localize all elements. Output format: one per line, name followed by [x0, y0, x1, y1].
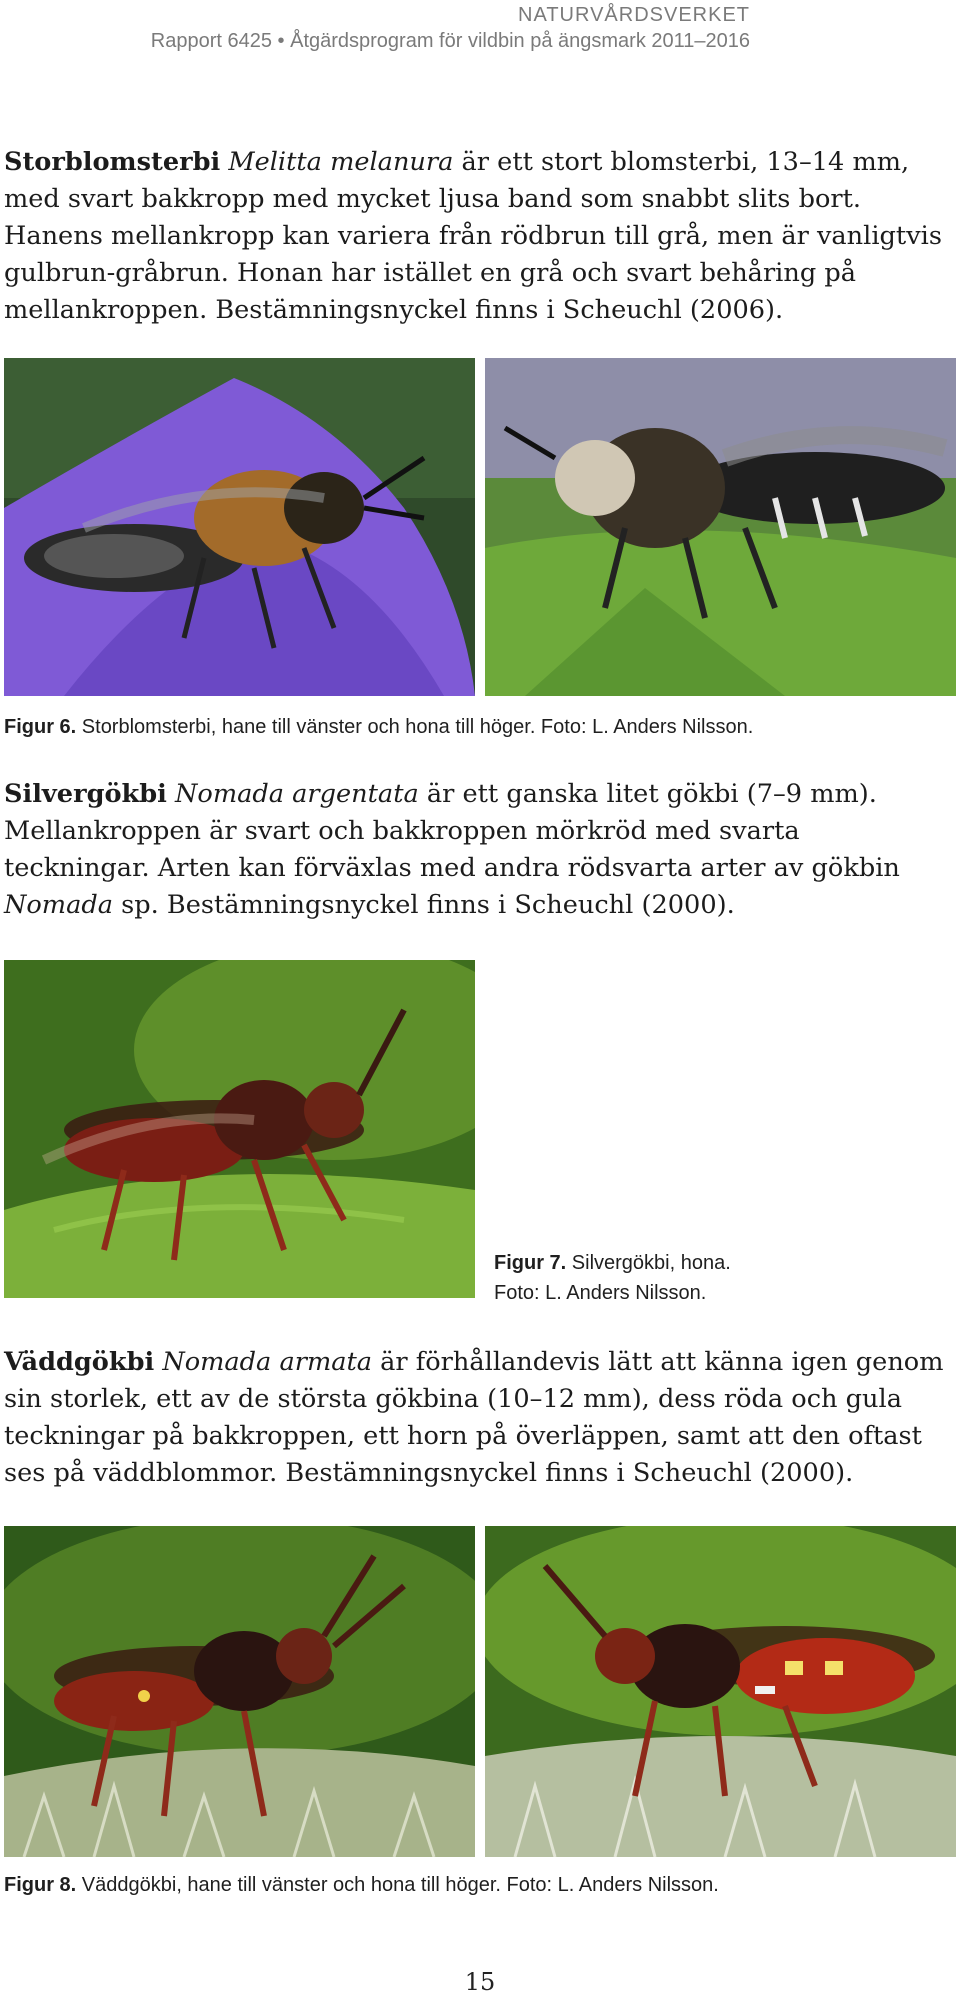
running-header [151, 2, 750, 54]
paragraph-text: sp. Bestämningsnyckel finns i Scheuchl (2000). [112, 890, 735, 920]
species-latin-name: Nomada armata [162, 1347, 373, 1377]
paragraph-silvergokbi [4, 776, 952, 924]
figure-7-caption [494, 1248, 794, 1308]
species-name: Silvergökbi [4, 779, 167, 809]
photo-silvergokbi-female [4, 960, 475, 1298]
header-organization: NATURVÅRDSVERKET [518, 4, 750, 26]
photo-credit: Foto: L. Anders Nilsson. [494, 1282, 707, 1304]
header-report-title: Rapport 6425 • Åtgärdsprogram för vildbin på ängsmark 2011–2016 [150, 30, 750, 52]
paragraph-text: är ett stort blomsterbi, 13–14 mm, med svart bakkropp med mycket ljusa band som snabbt slits bort. Hanens mellankropp kan variera från rödbrun till grå, men är vanligtvis gulbrun-gråbrun. Honan har istället en grå och svart behåring på mellankroppen. Bestämningsnyckel finns i Scheuchl (2006). [4, 147, 942, 325]
photo-storblomsterbi-female [485, 358, 956, 696]
species-name: Storblomsterbi [4, 147, 221, 177]
figure-caption-text: Storblomsterbi, hane till vänster och hona till höger. Foto: L. Anders Nilsson. [76, 716, 754, 738]
figure-6-caption [4, 712, 952, 742]
photo-vaddgokbi-male [4, 1526, 475, 1857]
figure-8-caption [4, 1870, 952, 1900]
paragraph-text: är ett ganska litet gökbi (7–9 mm). Mellankroppen är svart och bakkroppen mörkröd med svarta teckningar. Arten kan förväxlas med andra rödsvarta arter av gökbin [4, 779, 900, 883]
photo-vaddgokbi-female [485, 1526, 956, 1857]
figure-label: Figur 8. [4, 1874, 77, 1896]
paragraph-vaddgokbi [4, 1344, 952, 1492]
species-name: Väddgökbi [4, 1347, 155, 1377]
species-latin-name: Melitta melanura [228, 147, 454, 177]
paragraph-text: är förhållandevis lätt att känna igen genom sin storlek, ett av de största gökbina (10–12 mm), dess röda och gula teckningar på bakkroppen, ett horn på överläppen, samt att den oftast ses på väddblommor. Bestämningsnyckel finns i Scheuchl (2000). [4, 1347, 944, 1488]
paragraph-storblomsterbi [4, 144, 952, 329]
page-number: 15 [464, 1968, 496, 1996]
genus-name: Nomada [4, 890, 113, 920]
figure-label: Figur 6. [4, 716, 77, 738]
figure-caption-text: Väddgökbi, hane till vänster och hona till höger. Foto: L. Anders Nilsson. [76, 1874, 719, 1896]
figure-caption-text: Silvergökbi, hona. [566, 1252, 731, 1274]
photo-storblomsterbi-male [4, 358, 475, 696]
figure-label: Figur 7. [494, 1252, 567, 1274]
species-latin-name: Nomada argentata [175, 779, 419, 809]
